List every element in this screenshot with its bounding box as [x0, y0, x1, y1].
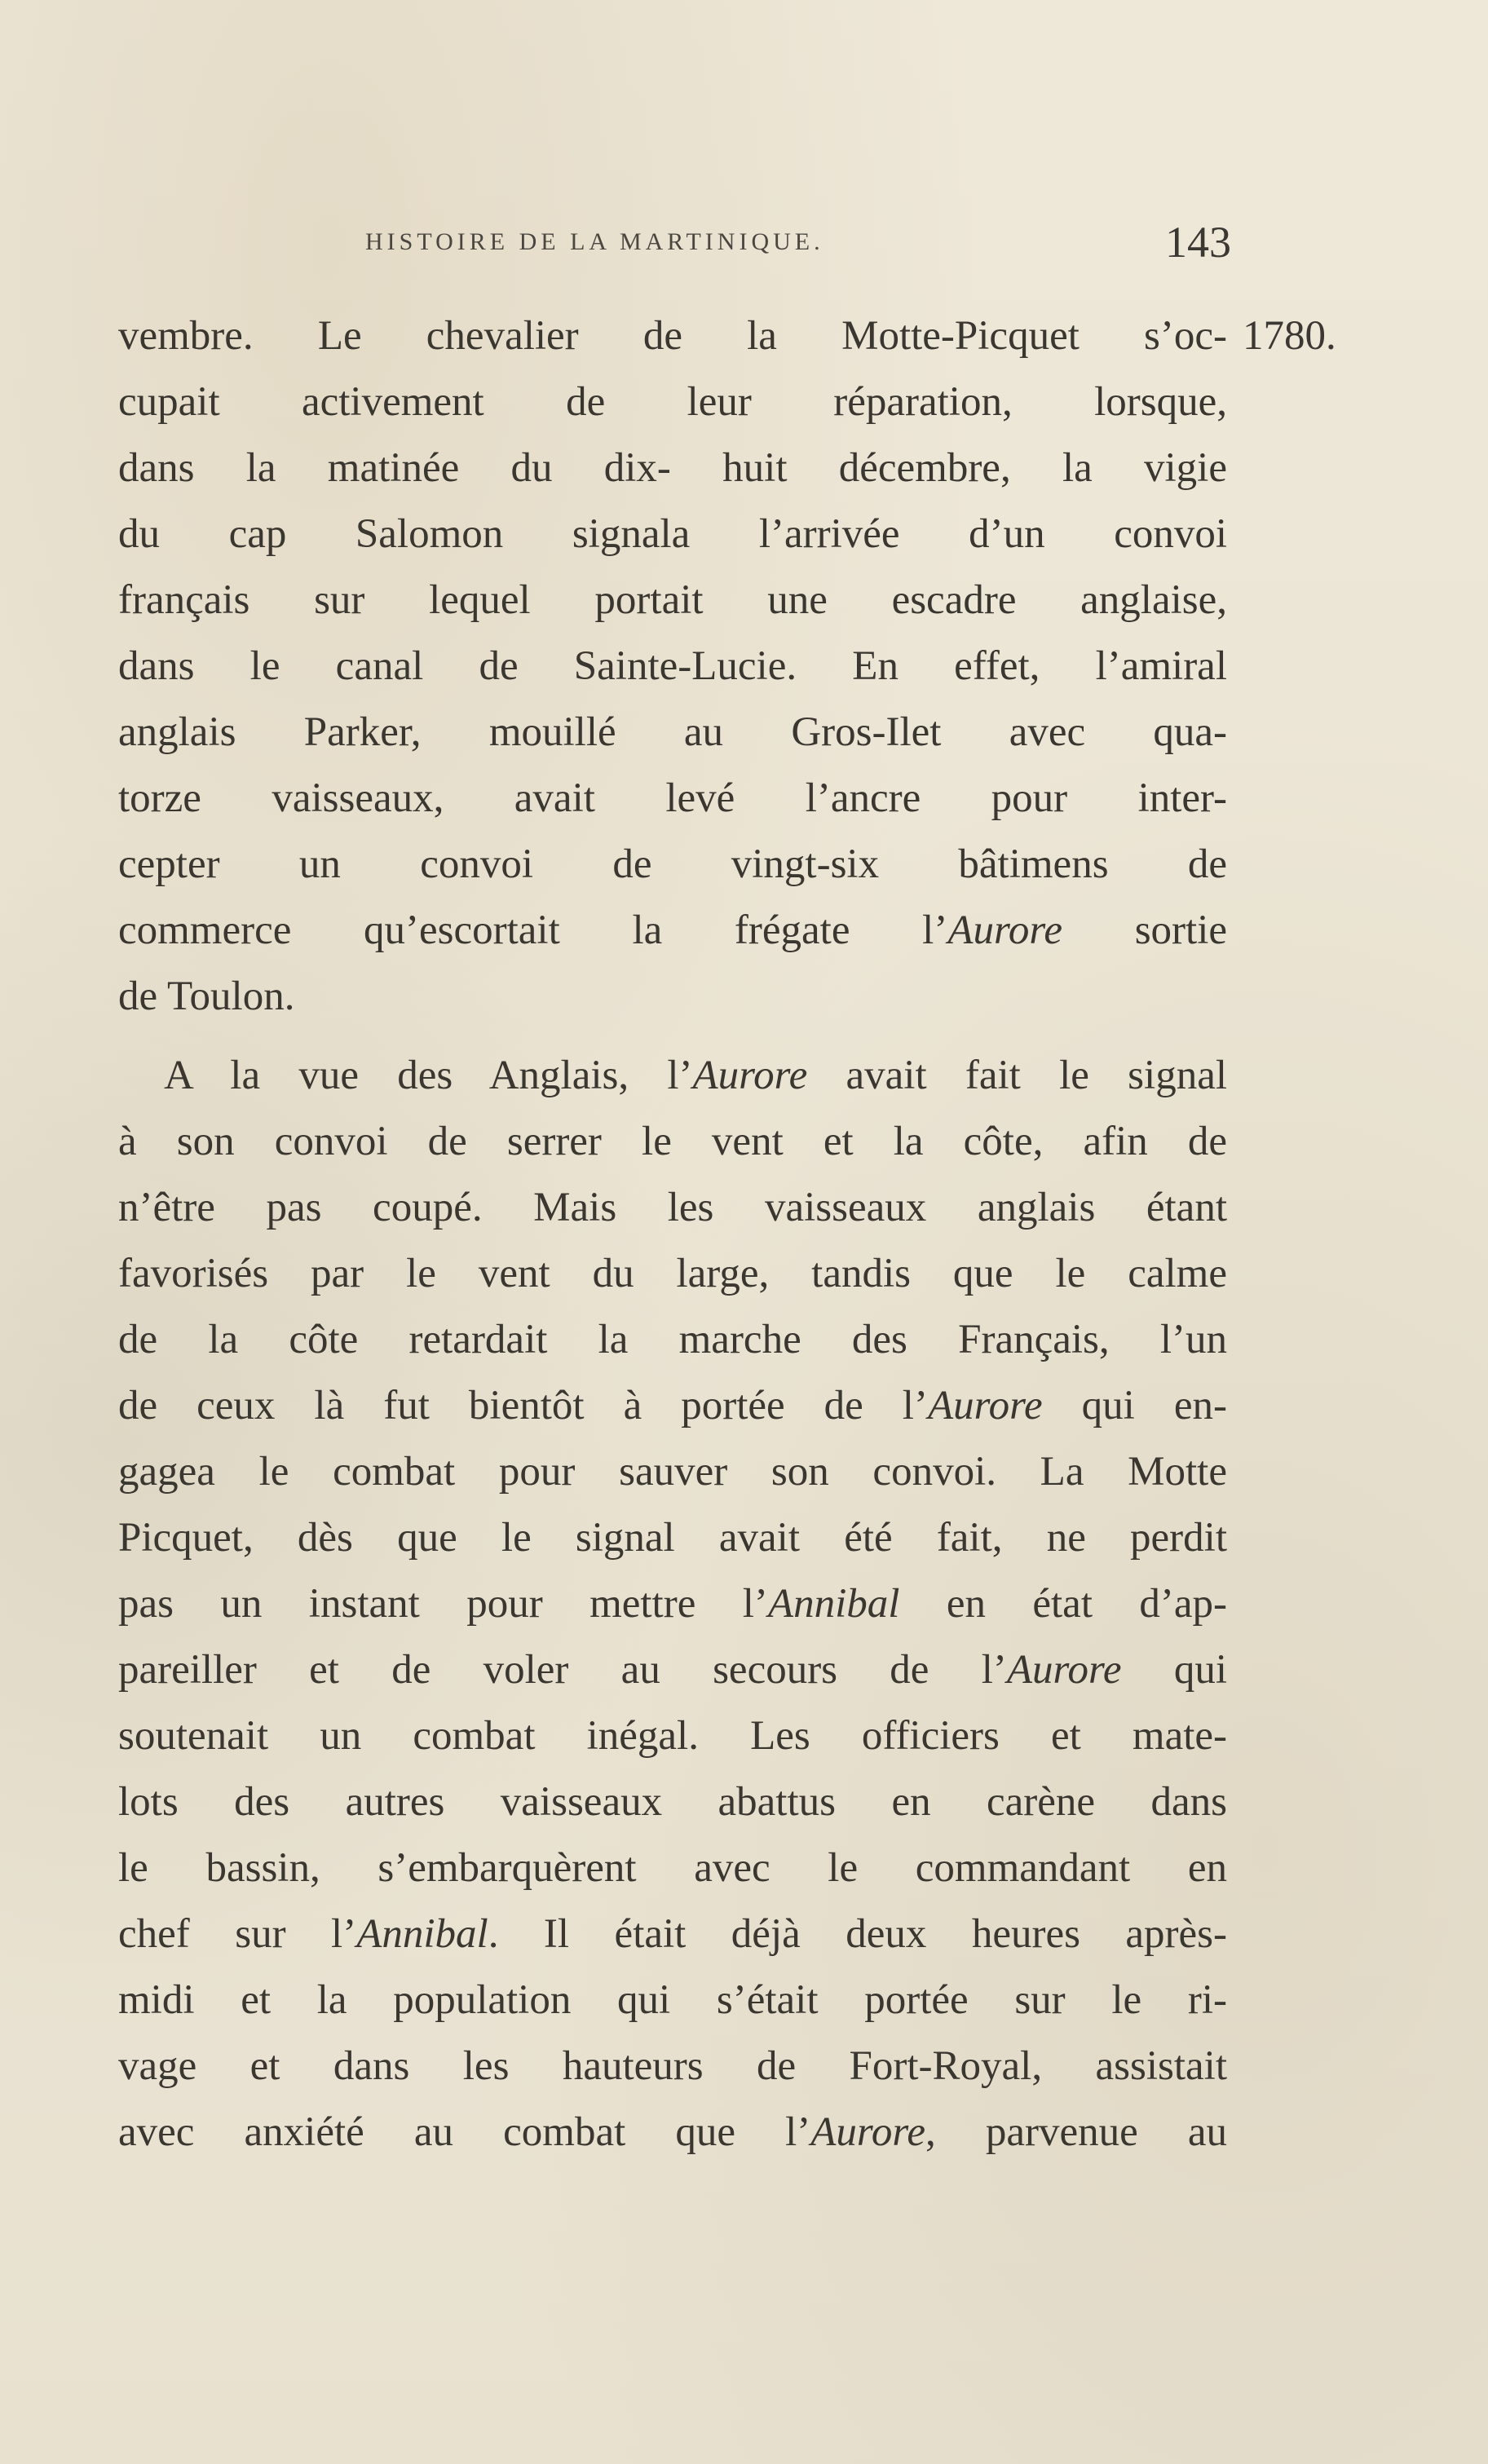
text-line: anglais Parker, mouillé au Gros-Ilet avec qua-	[118, 709, 1227, 755]
ship-name: Aurore	[1006, 1647, 1122, 1693]
text-line: dans le canal de Sainte-Lucie. En effet, l’amiral	[118, 643, 1227, 689]
body-text	[118, 303, 1227, 2166]
margin-year-note: 1780.	[1243, 313, 1336, 359]
text-line: cepter un convoi de vingt-six bâtimens de	[118, 841, 1227, 887]
text-line: soutenait un combat inégal. Les officiers et mate-	[118, 1713, 1227, 1759]
text-line: du cap Salomon signala l’arrivée d’un convoi	[118, 511, 1227, 557]
text-line: vembre. Le chevalier de la Motte-Picquet s’oc-	[118, 313, 1227, 359]
page-number: 143	[1165, 218, 1231, 267]
paragraph-break	[118, 1030, 1227, 1043]
text-line: Picquet, dès que le signal avait été fait, ne perdit	[118, 1515, 1227, 1561]
text-line: favorisés par le vent du large, tandis que le calme	[118, 1251, 1227, 1296]
text-line: lots des autres vaisseaux abattus en carène dans	[118, 1779, 1227, 1825]
ship-name: Aurore	[692, 1053, 808, 1098]
ship-name: Aurore	[810, 2109, 925, 2155]
text-line: gagea le combat pour sauver son convoi. La Motte	[118, 1449, 1227, 1495]
ship-name: Annibal	[767, 1581, 900, 1627]
text-line: avec anxiété au combat que l’Aurore, parvenue au	[118, 2109, 1227, 2155]
ship-name: Aurore	[927, 1383, 1043, 1429]
ship-name: Annibal	[356, 1911, 488, 1957]
text-line: midi et la population qui s’était portée sur le ri-	[118, 1977, 1227, 2023]
text-line: A la vue des Anglais, l’Aurore avait fait le signal	[164, 1053, 1228, 1098]
text-line: cupait activement de leur réparation, lorsque,	[118, 379, 1227, 425]
text-line: torze vaisseaux, avait levé l’ancre pour inter-	[118, 775, 1227, 821]
text-line: dans la matinée du dix- huit décembre, la vigie	[118, 445, 1227, 491]
text-line: n’être pas coupé. Mais les vaisseaux anglais étant	[118, 1185, 1227, 1230]
text-line: de Toulon.	[118, 974, 295, 1019]
text-line: chef sur l’Annibal. Il était déjà deux heures après-	[118, 1911, 1228, 1957]
text-line: pas un instant pour mettre l’Annibal en état d’ap-	[118, 1581, 1227, 1627]
page-header	[365, 217, 1231, 269]
text-line: commerce qu’escortait la frégate l’Aurore sortie	[118, 907, 1227, 953]
text-line: vage et dans les hauteurs de Fort-Royal, assistait	[118, 2043, 1227, 2089]
text-line: pareiller et de voler au secours de l’Aurore qui	[118, 1647, 1227, 1693]
text-line: à son convoi de serrer le vent et la côte, afin de	[118, 1119, 1227, 1164]
ship-name: Aurore	[947, 907, 1063, 953]
running-title: HISTOIRE DE LA MARTINIQUE.	[365, 228, 824, 255]
text-line: le bassin, s’embarquèrent avec le commandant en	[118, 1845, 1227, 1891]
text-line: français sur lequel portait une escadre anglaise,	[118, 577, 1227, 623]
text-line: de ceux là fut bientôt à portée de l’Aurore qui en-	[118, 1383, 1227, 1429]
text-line: de la côte retardait la marche des Français, l’un	[118, 1317, 1227, 1362]
